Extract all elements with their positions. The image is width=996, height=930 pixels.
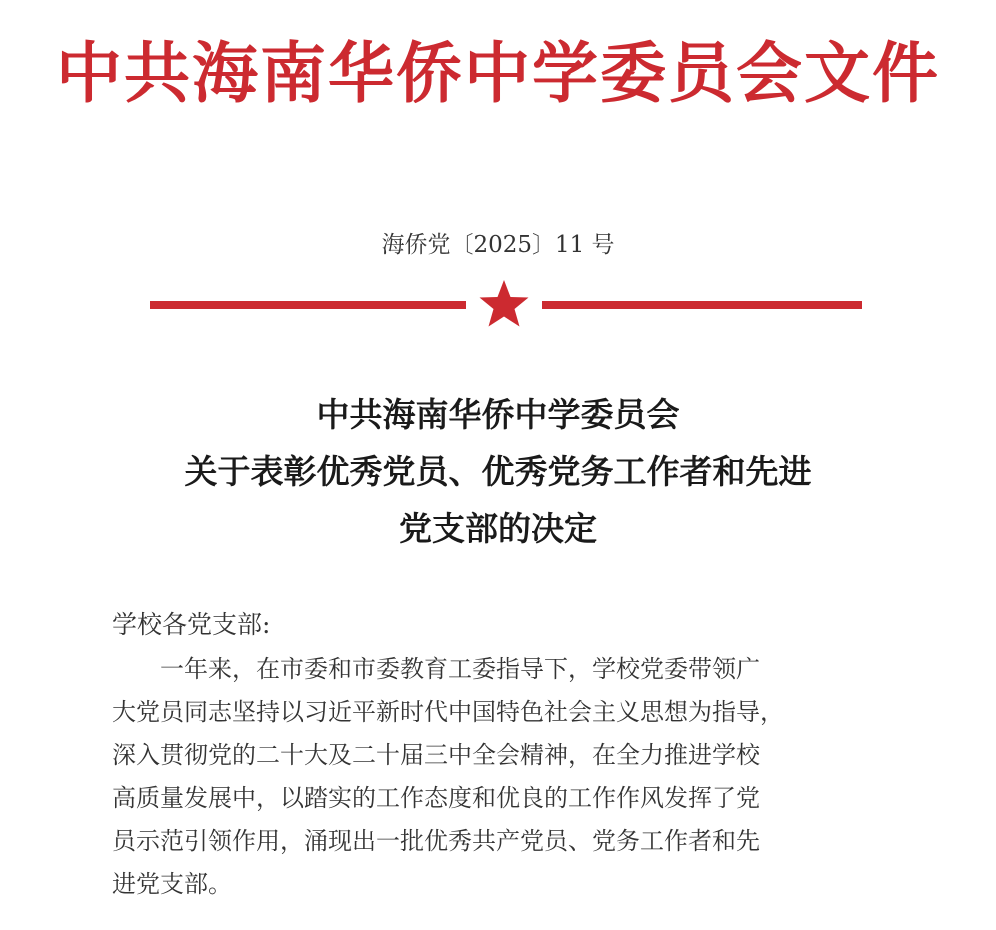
- separator-graphic: [150, 278, 862, 332]
- star-icon: [480, 280, 529, 327]
- separator-line-left: [150, 301, 466, 309]
- body-line: 员示范引领作用，涌现出一批优秀共产党员、党务工作者和先: [112, 827, 760, 855]
- body-line: 高质量发展中，以踏实的工作态度和优良的工作作风发挥了党: [112, 784, 760, 812]
- title-line: 关于表彰优秀党员、优秀党务工作者和先进: [184, 452, 812, 491]
- body-line: 深入贯彻党的二十大及二十届三中全会精神，在全力推进学校: [112, 741, 760, 769]
- separator-line-right: [542, 301, 862, 309]
- body-paragraph: [112, 648, 902, 906]
- title-line: 党支部的决定: [399, 509, 597, 548]
- document-number: 海侨党〔2025〕11 号: [381, 232, 615, 258]
- body-line: 进党支部。: [112, 870, 232, 898]
- salutation: 学校各党支部:: [112, 610, 271, 639]
- document-title: [0, 386, 996, 557]
- body-line: 大党员同志坚持以习近平新时代中国特色社会主义思想为指导，: [112, 698, 784, 726]
- masthead-title: 中共海南华侨中学委员会文件: [56, 34, 940, 112]
- body-line: 一年来，在市委和市委教育工委指导下，学校党委带领广: [160, 655, 760, 683]
- title-line: 中共海南华侨中学委员会: [316, 395, 680, 434]
- red-separator: [150, 278, 862, 332]
